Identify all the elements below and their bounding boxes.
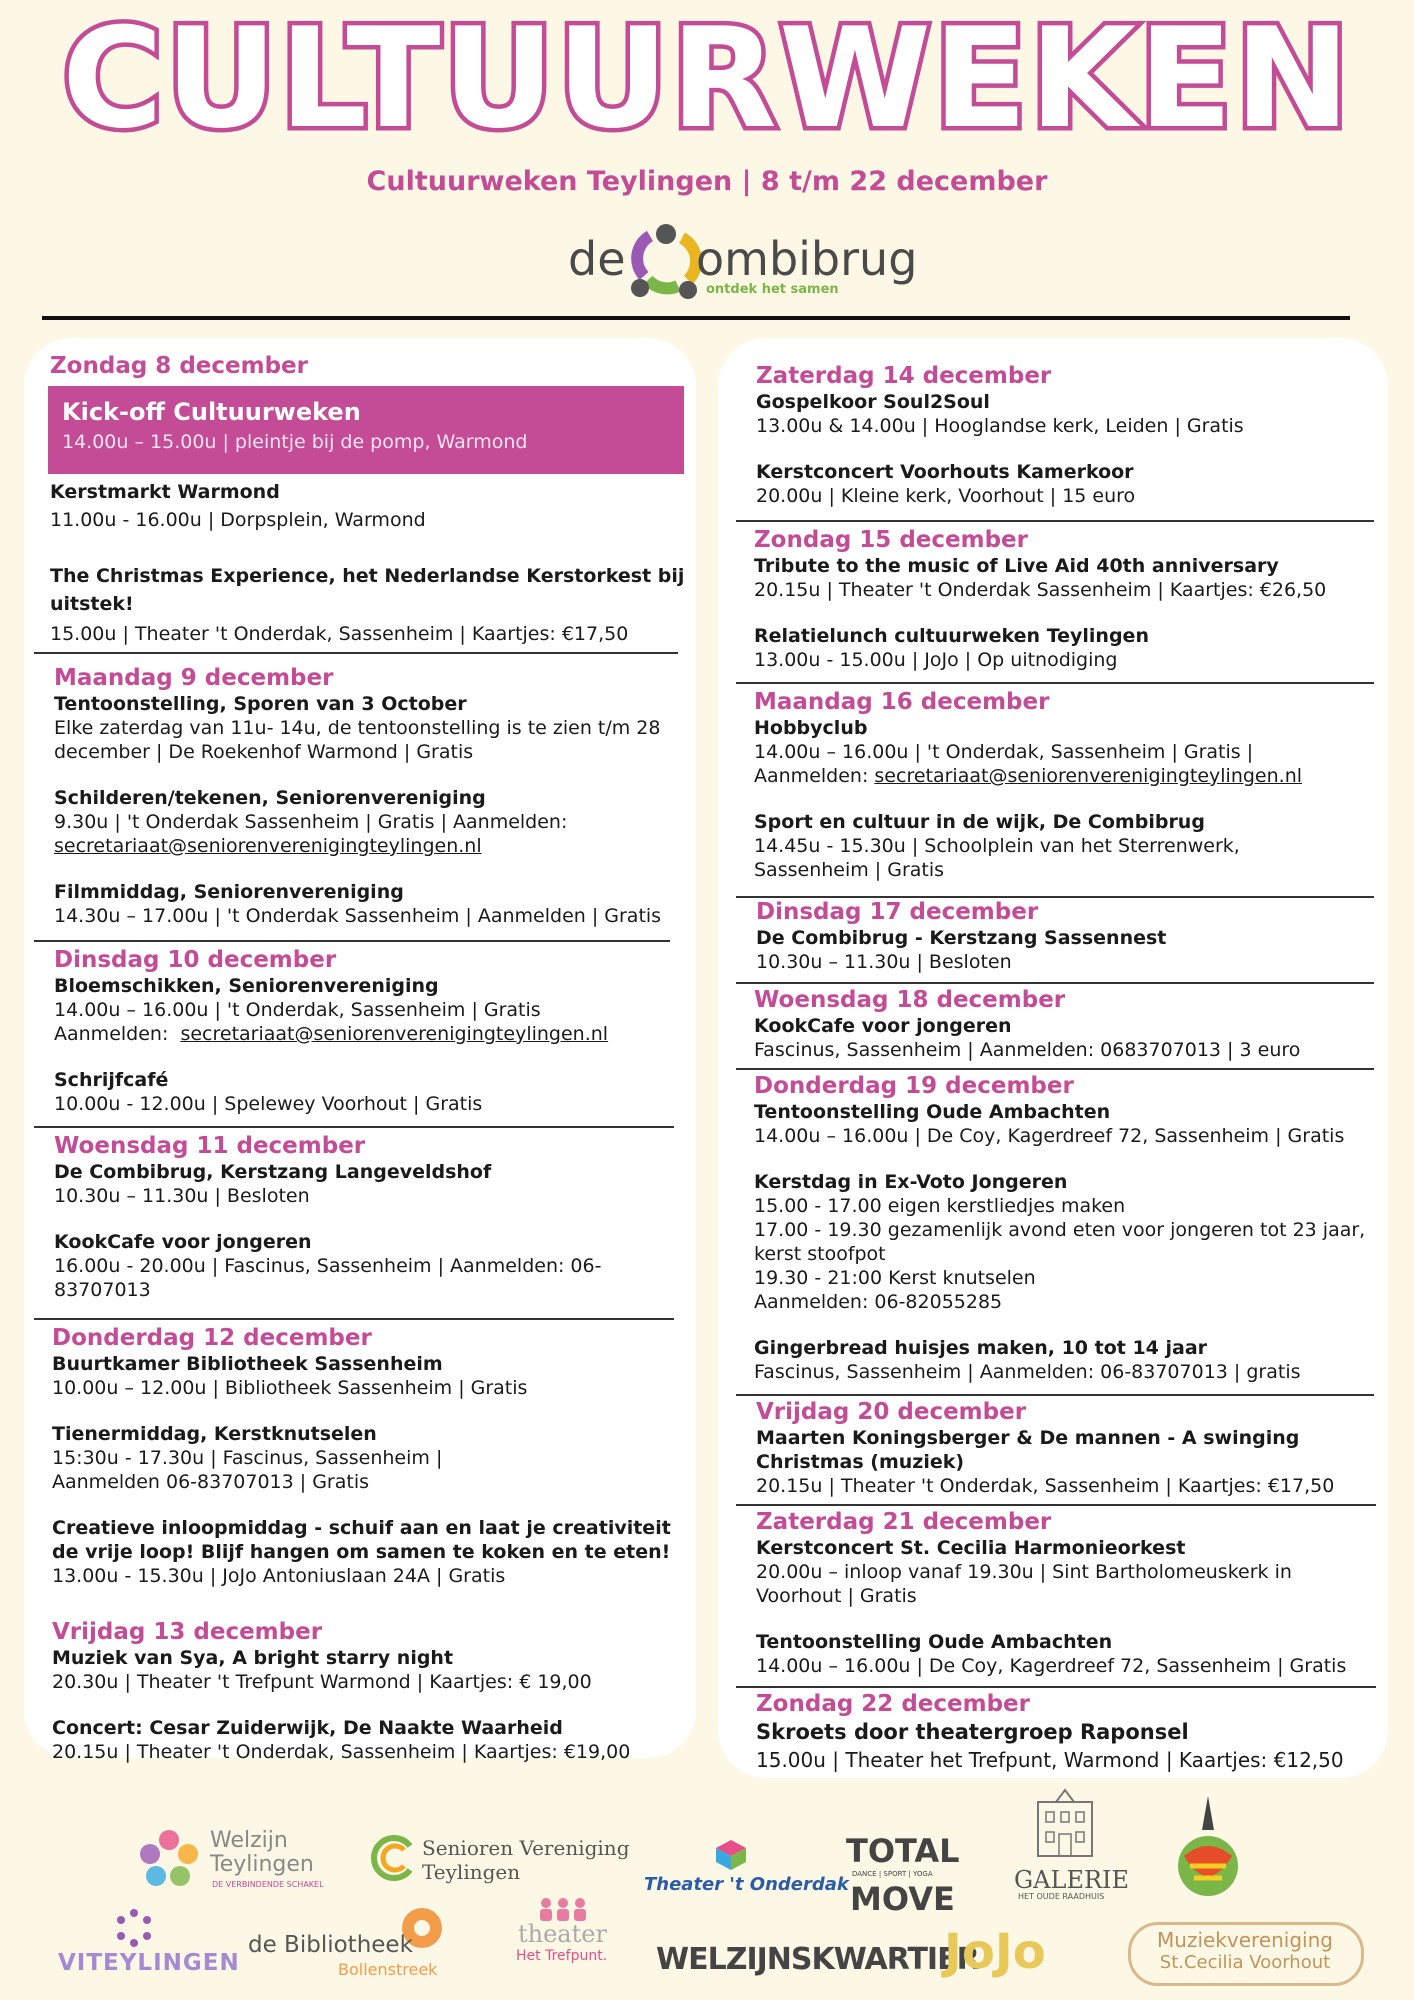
event-detail: Fascinus, Sassenheim | Aanmelden: 06-83707013 | gratis (754, 1361, 1301, 1383)
day-section-8 (50, 480, 690, 646)
event-detail: 16.00u - 20.00u | Fascinus, Sassenheim | Aanmelden: 06-83707013 (54, 1255, 602, 1301)
event-detail: 17.00 - 19.30 gezamenlijk avond eten voor jongeren tot 23 jaar, kerst stoofpot (754, 1219, 1366, 1265)
kickoff-detail: 14.00u – 15.00u | pleintje bij de pomp, Warmond (62, 431, 528, 453)
day-heading: Vrijdag 13 december (52, 1619, 323, 1645)
day-section-19 (754, 1072, 1374, 1384)
day-heading: Zondag 8 december (50, 353, 308, 379)
jojo-name: JoJo (944, 1924, 1046, 1980)
event-detail: 15.00 - 17.00 eigen kerstliedjes maken (754, 1195, 1126, 1217)
event-detail: 10.30u – 11.30u | Besloten (54, 1185, 310, 1207)
event-detail: 11.00u - 16.00u | Dorpsplein, Warmond (50, 509, 426, 531)
event-detail: Aanmelden: 06-82055285 (754, 1291, 1003, 1313)
galerie-tagline: HET OUDE RAADHUIS (1018, 1892, 1105, 1901)
logo-prefix: de (568, 232, 626, 286)
day-section-18 (754, 986, 1374, 1062)
total-tagline: DANCE | SPORT | YOGA (852, 1870, 933, 1878)
event-detail: 13.00u - 15.30u | JoJo Antoniuslaan 24A | Gratis (52, 1565, 506, 1587)
event-title: Bloemschikken, Seniorenvereniging (54, 975, 439, 997)
event-title: Maarten Koningsberger & De mannen - A swinging Christmas (muziek) (756, 1427, 1300, 1473)
section-divider (34, 1318, 674, 1320)
event-detail: 14.30u – 17.00u | 't Onderdak Sassenheim | Aanmelden | Gratis (54, 905, 662, 927)
sponsor-logos (0, 1782, 1414, 2000)
total-name: TOTAL (846, 1832, 960, 1870)
event-title: Schrijfcafé (54, 1069, 169, 1091)
trefpunt-people-icon (536, 1896, 590, 1922)
logo-tagline: ontdek het samen (706, 282, 839, 297)
event-title: Tentoonstelling, Sporen van 3 October (54, 693, 467, 715)
welzijn-name: Welzijn (210, 1828, 288, 1853)
onderdak-name: Theater 't Onderdak (644, 1874, 849, 1895)
event-detail: 14.00u – 16.00u | 't Onderdak, Sassenheim | Gratis | (754, 741, 1254, 763)
event-detail: 20.00u | Kleine kerk, Voorhout | 15 euro (756, 485, 1136, 507)
onderdak-cube-icon (714, 1838, 748, 1872)
day-heading: Maandag 16 december (754, 689, 1050, 715)
event-title: KookCafe voor jongeren (754, 1015, 1012, 1037)
section-divider (736, 1068, 1374, 1070)
event-detail: 15:30u - 17.30u | Fascinus, Sassenheim | Aanmelden 06-83707013 | Gratis (52, 1447, 443, 1493)
register-label: Aanmelden: (54, 1023, 169, 1045)
senioren-name-2: Teylingen (422, 1860, 521, 1884)
church-emblem-icon (1170, 1796, 1246, 1904)
welzijn-name-2: Teylingen (210, 1852, 314, 1877)
event-title: Schilderen/tekenen, Seniorenvereniging (54, 787, 486, 809)
day-section-17 (756, 898, 1376, 974)
bibliotheek-region: Bollenstreek (338, 1960, 438, 1979)
viteylingen-name: VITEYLINGEN (58, 1950, 240, 1976)
event-detail: 14.00u – 16.00u | 't Onderdak, Sassenheim | Gratis (54, 999, 541, 1021)
day-heading: Donderdag 12 december (52, 1325, 372, 1351)
section-divider (736, 1394, 1374, 1396)
trefpunt-name: theater (518, 1920, 607, 1948)
event-detail: 10.00u - 12.00u | Spelewey Voorhout | Gratis (54, 1093, 483, 1115)
section-divider (34, 652, 678, 654)
day-heading: Zaterdag 21 december (756, 1509, 1052, 1535)
move-name: MOVE (850, 1880, 955, 1918)
event-detail: 13.00u - 15.00u | JoJo | Op uitnodiging (754, 649, 1118, 671)
day-section-14 (756, 362, 1376, 508)
event-title: Hobbyclub (754, 717, 868, 739)
event-title: Kerstmarkt Warmond (50, 481, 280, 503)
page-title: CULTUURWEKEN (61, 0, 1353, 159)
day-section-21 (756, 1508, 1356, 1678)
welzijnskwartier-name: WELZIJNSKWARTIER (656, 1942, 979, 1977)
event-title: Buurtkamer Bibliotheek Sassenheim (52, 1353, 443, 1375)
viteylingen-dots-icon (114, 1908, 154, 1948)
event-detail: Elke zaterdag van 11u- 14u, de tentoonstelling is te zien t/m 28 december | De Roekenhof Warmond | Gratis (54, 717, 661, 763)
register-label: Aanmelden: (754, 765, 869, 787)
trefpunt-name-2: Het Trefpunt. (516, 1948, 608, 1964)
day-section-22 (756, 1690, 1376, 1774)
combibrug-logo (568, 218, 918, 304)
combibrug-circles-icon (626, 218, 706, 304)
email-link[interactable]: secretariaat@seniorenverenigingteylingen.nl (874, 765, 1303, 787)
section-divider (736, 1504, 1376, 1506)
senioren-logo-icon (370, 1834, 418, 1882)
day-section-15 (754, 526, 1374, 672)
day-section-20 (756, 1398, 1335, 1498)
bibliotheek-name: de Bibliotheek (248, 1932, 413, 1958)
section-divider (34, 940, 670, 942)
event-detail: 20.15u | Theater 't Onderdak, Sassenheim | Kaartjes: €17,50 (756, 1475, 1335, 1497)
day-heading: Donderdag 19 december (754, 1073, 1074, 1099)
event-title: Tentoonstelling Oude Ambachten (754, 1101, 1111, 1123)
day-heading: Woensdag 18 december (754, 987, 1066, 1013)
galerie-name: GALERIE (1014, 1866, 1130, 1894)
day-heading: Dinsdag 10 december (54, 947, 337, 973)
event-title: Muziek van Sya, A bright starry night (52, 1647, 454, 1669)
day-heading: Dinsdag 17 december (756, 899, 1039, 925)
logo-main: ombibrug (696, 232, 918, 286)
event-detail: 10.00u – 12.00u | Bibliotheek Sassenheim | Gratis (52, 1377, 528, 1399)
event-detail: 9.30u | 't Onderdak Sassenheim | Gratis | Aanmelden: (54, 811, 568, 833)
day-heading: Zondag 22 december (756, 1691, 1030, 1717)
event-title: Filmmiddag, Seniorenvereniging (54, 881, 404, 903)
day-heading: Zaterdag 14 december (756, 363, 1052, 389)
event-title: Skroets door theatergroep Raponsel (756, 1720, 1189, 1744)
event-detail: 14.45u - 15.30u | Schoolplein van het Sterrenwerk, Sassenheim | Gratis (754, 835, 1240, 881)
section-divider (736, 682, 1374, 684)
welzijn-flower-icon (136, 1826, 202, 1892)
event-title: Gingerbread huisjes maken, 10 tot 14 jaar (754, 1337, 1208, 1359)
event-title: Creatieve inloopmiddag - schuif aan en laat je creativiteit de vrije loop! Blijf hangen om samen te koken en te eten! (52, 1517, 671, 1563)
event-title: Sport en cultuur in de wijk, De Combibrug (754, 811, 1205, 833)
day-heading: Vrijdag 20 december (756, 1399, 1027, 1425)
email-link[interactable]: secretariaat@seniorenverenigingteylingen.nl (180, 1023, 609, 1045)
event-detail: 13.00u & 14.00u | Hooglandse kerk, Leiden | Gratis (756, 415, 1244, 437)
event-detail: 20.15u | Theater 't Onderdak, Sassenheim | Kaartjes: €19,00 (52, 1741, 631, 1763)
day-section-11 (54, 1132, 654, 1302)
event-title: Kerstconcert St. Cecilia Harmonieorkest (756, 1537, 1186, 1559)
day-section-12 (52, 1324, 682, 1588)
day-section-16 (754, 688, 1374, 882)
event-title: De Combibrug - Kerstzang Sassennest (756, 927, 1167, 949)
day-heading: Woensdag 11 december (54, 1133, 366, 1159)
galerie-building-icon (1030, 1788, 1100, 1862)
event-detail: 10.30u – 11.30u | Besloten (756, 951, 1012, 973)
event-detail: 20.00u – inloop vanaf 19.30u | Sint Bartholomeuskerk in Voorhout | Gratis (756, 1561, 1292, 1607)
day-heading: Maandag 9 december (54, 665, 334, 691)
event-detail: 20.15u | Theater 't Onderdak Sassenheim | Kaartjes: €26,50 (754, 579, 1327, 601)
day-section-13 (52, 1618, 682, 1764)
day-heading: Zondag 15 december (754, 527, 1028, 553)
event-title: KookCafe voor jongeren (54, 1231, 312, 1253)
event-detail: 20.30u | Theater 't Trefpunt Warmond | Kaartjes: € 19,00 (52, 1671, 592, 1693)
day-section-10 (54, 946, 684, 1116)
event-detail: 19.30 - 21:00 Kerst knutselen (754, 1267, 1036, 1289)
section-divider (34, 1126, 674, 1128)
event-title: Tribute to the music of Live Aid 40th anniversary (754, 555, 1279, 577)
welzijn-tagline: DE VERBINDENDE SCHAKEL (212, 1880, 324, 1889)
muziek-name: Muziekvereniging (1157, 1928, 1333, 1952)
header-divider (42, 316, 1350, 320)
section-divider (736, 1686, 1376, 1688)
event-title: Relatielunch cultuurweken Teylingen (754, 625, 1149, 647)
event-title: The Christmas Experience, het Nederlandse Kerstorkest bij uitstek! (50, 565, 685, 615)
senioren-name: Senioren Vereniging (422, 1836, 630, 1860)
page-subtitle: Cultuurweken Teylingen | 8 t/m 22 december (366, 166, 1048, 197)
email-link[interactable]: secretariaat@seniorenverenigingteylingen.nl (54, 835, 482, 857)
event-title: Kerstconcert Voorhouts Kamerkoor (756, 461, 1134, 483)
event-title: Kerstdag in Ex-Voto Jongeren (754, 1171, 1068, 1193)
event-detail: 15.00u | Theater het Trefpunt, Warmond | Kaartjes: €12,50 (756, 1748, 1344, 1772)
event-detail: 15.00u | Theater 't Onderdak, Sassenheim | Kaartjes: €17,50 (50, 623, 629, 645)
muziek-name-2: St.Cecilia Voorhout (1159, 1952, 1331, 1973)
event-title: Tienermiddag, Kerstknutselen (52, 1423, 377, 1445)
kickoff-title: Kick-off Cultuurweken (62, 398, 361, 426)
day-section-9 (54, 664, 684, 928)
event-detail: Fascinus, Sassenheim | Aanmelden: 0683707013 | 3 euro (754, 1039, 1301, 1061)
event-title: Concert: Cesar Zuiderwijk, De Naakte Waarheid (52, 1717, 563, 1739)
event-title: Tentoonstelling Oude Ambachten (756, 1631, 1113, 1653)
section-divider (736, 982, 1374, 984)
event-detail: 14.00u – 16.00u | De Coy, Kagerdreef 72, Sassenheim | Gratis (754, 1125, 1345, 1147)
kickoff-banner (48, 386, 684, 474)
event-title: Gospelkoor Soul2Soul (756, 391, 990, 413)
event-detail: 14.00u – 16.00u | De Coy, Kagerdreef 72, Sassenheim | Gratis (756, 1655, 1347, 1677)
event-title: De Combibrug, Kerstzang Langeveldshof (54, 1161, 492, 1183)
section-divider (736, 520, 1374, 522)
